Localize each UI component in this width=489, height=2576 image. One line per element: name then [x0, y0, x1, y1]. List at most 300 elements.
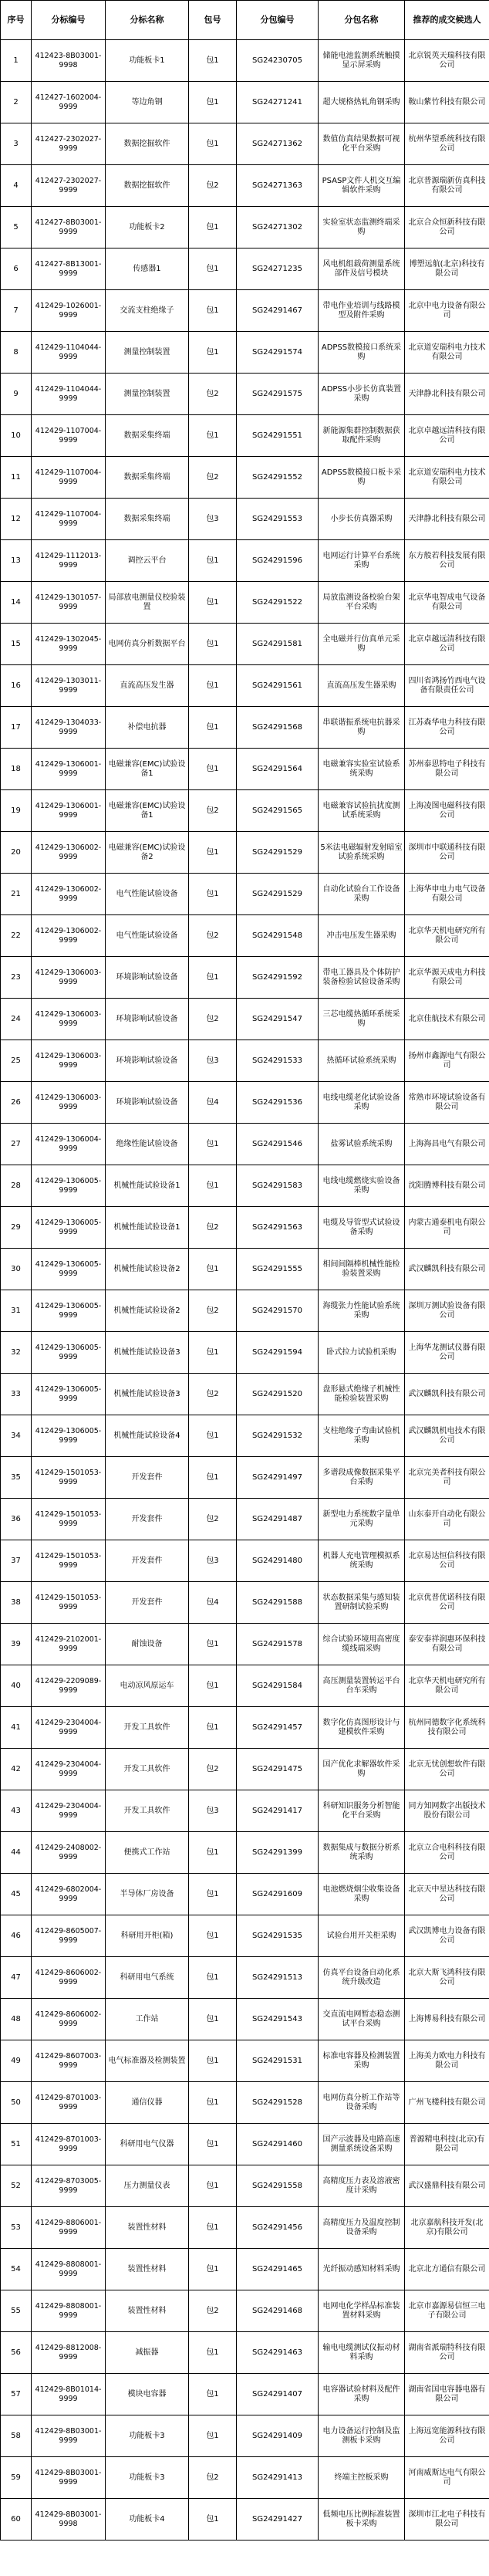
cell-candidate: 扬州市鑫源电气有限公司: [405, 1040, 489, 1082]
cell-no: 30: [1, 1249, 32, 1290]
table-row: [1, 790, 489, 832]
table-row: [1, 1874, 489, 1915]
cell-no: 27: [1, 1124, 32, 1165]
cell-lot-code: 412429-8B03001-9999: [32, 2457, 106, 2499]
cell-candidate: 山东泰开自动化有限公司: [405, 1499, 489, 1540]
cell-package-name: 数字化仿真图形设计与建模软件采购: [319, 1707, 405, 1749]
cell-candidate: 沈阳腾博科技有限公司: [405, 1165, 489, 1207]
table-row: [1, 290, 489, 332]
cell-lot-code: 412423-8B03001-9998: [32, 40, 106, 82]
table-row: [1, 540, 489, 582]
cell-candidate: 北京易达恒信科技有限公司: [405, 1540, 489, 1582]
cell-package-name: 电线电缆老化试验设备采购: [319, 1082, 405, 1124]
cell-package: 包1: [189, 415, 237, 457]
cell-package: 包1: [189, 2374, 237, 2415]
table-row: [1, 2207, 489, 2249]
cell-lot-code: 412429-8B01014-9999: [32, 2374, 106, 2415]
cell-candidate: 北京锐英天瑞科技有限公司: [405, 40, 489, 82]
cell-lot-name: 压力测量仪表: [106, 2165, 189, 2207]
table-row: [1, 1624, 489, 1665]
cell-candidate: 常熟市环境试验设备有限公司: [405, 1082, 489, 1124]
cell-package-name: 5米法电磁辐射发射暗室试验系统采购: [319, 832, 405, 874]
cell-package-code: SG24291584: [237, 1665, 319, 1707]
table-row: [1, 1374, 489, 1415]
cell-candidate: 北京普源瑞新仿真科技有限公司: [405, 165, 489, 207]
header-cell-no: 序号: [1, 1, 32, 40]
cell-no: 14: [1, 582, 32, 624]
cell-package-code: SG24291468: [237, 2290, 319, 2332]
cell-candidate: 苏州泰思特电子科技有限公司: [405, 749, 489, 790]
cell-package-code: SG24291463: [237, 2332, 319, 2374]
cell-lot-code: 412429-8806001-9999: [32, 2207, 106, 2249]
cell-no: 18: [1, 749, 32, 790]
cell-no: 51: [1, 2124, 32, 2165]
cell-package-code: SG24291460: [237, 2124, 319, 2165]
cell-no: 49: [1, 2040, 32, 2082]
cell-package-code: SG24291551: [237, 415, 319, 457]
cell-package-code: SG24291592: [237, 957, 319, 999]
cell-package: 包1: [189, 582, 237, 624]
cell-package: 包2: [189, 374, 237, 415]
cell-package-name: 电网电化学样品标准装置材料采购: [319, 2290, 405, 2332]
cell-candidate: 武汉麟凯科技有限公司: [405, 1249, 489, 1290]
cell-package-name: 电力设备运行控制及监测板卡采购: [319, 2415, 405, 2457]
cell-lot-name: 耐蚀设备: [106, 1624, 189, 1665]
cell-lot-code: 412429-1104044-9999: [32, 374, 106, 415]
cell-candidate: 上海美力欧电力科技有限公司: [405, 2040, 489, 2082]
cell-lot-name: 机械性能试验设备3: [106, 1374, 189, 1415]
cell-package-name: 盘形悬式绝缘子机械性能检验装置采购: [319, 1374, 405, 1415]
cell-candidate: 北京道安瑞科电力技术有限公司: [405, 457, 489, 499]
cell-lot-name: 功能板卡2: [106, 207, 189, 248]
cell-lot-code: 412429-1306005-9999: [32, 1249, 106, 1290]
cell-lot-code: 412429-2102001-9999: [32, 1624, 106, 1665]
cell-package-code: SG24291564: [237, 749, 319, 790]
cell-no: 17: [1, 707, 32, 749]
cell-package-code: SG24291533: [237, 1040, 319, 1082]
table-row: [1, 1915, 489, 1957]
cell-lot-name: 机械性能试验设备1: [106, 1165, 189, 1207]
cell-package: 包1: [189, 1332, 237, 1374]
table-row: [1, 1957, 489, 1999]
table-row: [1, 2082, 489, 2124]
cell-package: 包1: [189, 82, 237, 123]
cell-package-code: SG24291583: [237, 1165, 319, 1207]
table-row: [1, 1707, 489, 1749]
cell-lot-name: 测量控制装置: [106, 374, 189, 415]
cell-no: 37: [1, 1540, 32, 1582]
cell-lot-code: 412427-2302027-9999: [32, 123, 106, 165]
cell-lot-code: 412429-1501053-9999: [32, 1457, 106, 1499]
cell-no: 45: [1, 1874, 32, 1915]
cell-lot-code: 412429-1501053-9999: [32, 1540, 106, 1582]
cell-no: 43: [1, 1790, 32, 1832]
cell-no: 23: [1, 957, 32, 999]
cell-lot-name: 环境影响试验设备: [106, 999, 189, 1040]
cell-package-code: SG24291609: [237, 1874, 319, 1915]
cell-lot-code: 412429-1306001-9999: [32, 749, 106, 790]
cell-candidate: 北京佳航技术有限公司: [405, 999, 489, 1040]
cell-lot-name: 功能板卡3: [106, 2457, 189, 2499]
cell-package: 包2: [189, 1374, 237, 1415]
cell-candidate: 北京立合电科科技有限公司: [405, 1832, 489, 1874]
cell-lot-name: 机械性能试验设备4: [106, 1415, 189, 1457]
cell-lot-name: 机械性能试验设备2: [106, 1290, 189, 1332]
cell-lot-code: 412429-1306003-9999: [32, 957, 106, 999]
cell-no: 34: [1, 1415, 32, 1457]
cell-lot-name: 开发套件: [106, 1499, 189, 1540]
cell-no: 60: [1, 2499, 32, 2541]
cell-lot-code: 412429-1304033-9999: [32, 707, 106, 749]
cell-lot-name: 开发套件: [106, 1540, 189, 1582]
cell-lot-name: 直流高压发生器: [106, 665, 189, 707]
cell-package-name: 状态数据采集与感知装置研制试验采购: [319, 1582, 405, 1624]
cell-package: 包4: [189, 1582, 237, 1624]
table-row: [1, 915, 489, 957]
cell-no: 8: [1, 332, 32, 374]
table-row: [1, 1207, 489, 1249]
cell-no: 28: [1, 1165, 32, 1207]
cell-no: 26: [1, 1082, 32, 1124]
cell-no: 44: [1, 1832, 32, 1874]
cell-package: 包1: [189, 1165, 237, 1207]
cell-lot-name: 电气标准器及检测装置: [106, 2040, 189, 2082]
cell-package-code: SG24291561: [237, 665, 319, 707]
cell-no: 48: [1, 1999, 32, 2040]
cell-package-code: SG24291427: [237, 2499, 319, 2541]
cell-package: 包2: [189, 1499, 237, 1540]
cell-package-code: SG24291457: [237, 1707, 319, 1749]
cell-no: 24: [1, 999, 32, 1040]
cell-package-name: 标准电容器及检测装置采购: [319, 2040, 405, 2082]
cell-package-code: SG24291520: [237, 1374, 319, 1415]
cell-package-name: PSASP文件人机交互编辑软件采购: [319, 165, 405, 207]
cell-lot-name: 数据挖掘软件: [106, 123, 189, 165]
table-row: [1, 2165, 489, 2207]
cell-package: 包1: [189, 1249, 237, 1290]
cell-candidate: 北京嘉航科技开发(北京)有限公司: [405, 2207, 489, 2249]
cell-lot-code: 412429-8701003-9999: [32, 2082, 106, 2124]
cell-package-code: SG24271235: [237, 248, 319, 290]
cell-package: 包2: [189, 1207, 237, 1249]
cell-package: 包2: [189, 1749, 237, 1790]
cell-package-name: 自动化试验台工作设备采购: [319, 874, 405, 915]
cell-package: 包1: [189, 2499, 237, 2541]
cell-candidate: 广州飞楼科技有限公司: [405, 2082, 489, 2124]
cell-package-name: 新能源集群控制数据获取配件采购: [319, 415, 405, 457]
cell-package: 包1: [189, 2082, 237, 2124]
cell-lot-code: 412429-8808001-9999: [32, 2249, 106, 2290]
cell-package: 包1: [189, 874, 237, 915]
cell-candidate: 天津静北科技有限公司: [405, 499, 489, 540]
cell-no: 9: [1, 374, 32, 415]
cell-candidate: 北京市嘉源易信恒三电子有限公司: [405, 2290, 489, 2332]
cell-lot-name: 电磁兼容(EMC)试验设备2: [106, 832, 189, 874]
cell-lot-code: 412429-8812008-9999: [32, 2332, 106, 2374]
cell-lot-name: 功能板卡4: [106, 2499, 189, 2541]
cell-candidate: 武汉麟凯科技有限公司: [405, 1374, 489, 1415]
cell-package-name: 卧式拉力试验机采购: [319, 1332, 405, 1374]
cell-lot-code: 412429-1303011-9999: [32, 665, 106, 707]
cell-no: 3: [1, 123, 32, 165]
cell-package: 包1: [189, 1999, 237, 2040]
cell-lot-code: 412427-1602004-9999: [32, 82, 106, 123]
cell-package-code: SG24291465: [237, 2249, 319, 2290]
cell-package-name: ADPSS小步长仿真装置采购: [319, 374, 405, 415]
cell-lot-name: 局部放电测量仪校验装置: [106, 582, 189, 624]
cell-package: 包1: [189, 40, 237, 82]
table-row: [1, 1290, 489, 1332]
cell-lot-name: 开发工具软件: [106, 1707, 189, 1749]
table-row: [1, 1415, 489, 1457]
cell-candidate: 东方般若科技发展有限公司: [405, 540, 489, 582]
cell-no: 32: [1, 1332, 32, 1374]
cell-candidate: 湖南省国电容器电器有限公司: [405, 2374, 489, 2415]
cell-lot-code: 412429-1112013-9999: [32, 540, 106, 582]
cell-candidate: 北京合众恒新科技有限公司: [405, 207, 489, 248]
cell-package-name: 储能电池监测系统触摸显示屏采购: [319, 40, 405, 82]
cell-lot-name: 调控云平台: [106, 540, 189, 582]
cell-no: 29: [1, 1207, 32, 1249]
cell-lot-name: 数据采集终端: [106, 457, 189, 499]
cell-package: 包1: [189, 1874, 237, 1915]
cell-lot-code: 412429-1026001-9999: [32, 290, 106, 332]
cell-lot-name: 交流支柱绝缘子: [106, 290, 189, 332]
cell-package: 包1: [189, 1707, 237, 1749]
cell-package: 包3: [189, 1040, 237, 1082]
cell-package: 包4: [189, 1082, 237, 1124]
cell-package: 包1: [189, 832, 237, 874]
cell-package-name: 数据集成与数据分析系统采购: [319, 1832, 405, 1874]
cell-lot-name: 便携式工作站: [106, 1832, 189, 1874]
cell-candidate: 杭州华望系统科技有限公司: [405, 123, 489, 165]
cell-no: 19: [1, 790, 32, 832]
cell-package-code: SG24230705: [237, 40, 319, 82]
cell-lot-name: 装置性材料: [106, 2207, 189, 2249]
cell-package: 包3: [189, 1790, 237, 1832]
table-row: [1, 2040, 489, 2082]
cell-lot-code: 412429-1104044-9999: [32, 332, 106, 374]
cell-lot-name: 功能板卡3: [106, 2415, 189, 2457]
cell-package-name: ADPSS数模接口板卡采购: [319, 457, 405, 499]
cell-package-name: 带电工器具及个体防护装备检验试验设备采购: [319, 957, 405, 999]
cell-package-name: 电缆及导管型式试验设备采购: [319, 1207, 405, 1249]
cell-package-name: 电容器试验材料及配件采购: [319, 2374, 405, 2415]
cell-package-name: 支柱绝缘子弯曲试验机采购: [319, 1415, 405, 1457]
cell-package-code: SG24291568: [237, 707, 319, 749]
cell-package-code: SG24291467: [237, 290, 319, 332]
table-row: [1, 248, 489, 290]
cell-lot-name: 机械性能试验设备3: [106, 1332, 189, 1374]
cell-package-code: SG24291563: [237, 1207, 319, 1249]
table-row: [1, 165, 489, 207]
table-row: [1, 1082, 489, 1124]
cell-no: 40: [1, 1665, 32, 1707]
cell-package-name: 小步长仿真器采购: [319, 499, 405, 540]
cell-package-name: 机器人充电管理模拟系统采购: [319, 1540, 405, 1582]
cell-package: 包2: [189, 1290, 237, 1332]
cell-package-code: SG24291570: [237, 1290, 319, 1332]
cell-lot-name: 开发工具软件: [106, 1749, 189, 1790]
cell-candidate: 武汉凯博电力设备有限公司: [405, 1915, 489, 1957]
table-row: [1, 2457, 489, 2499]
cell-package-name: 国产优化求解器软件采购: [319, 1749, 405, 1790]
cell-lot-code: 412429-1306004-9999: [32, 1124, 106, 1165]
cell-package-name: 电磁兼容试验抗扰度测试系统采购: [319, 790, 405, 832]
cell-package-name: 实验室状态监测终端采购: [319, 207, 405, 248]
cell-lot-code: 412429-1306005-9999: [32, 1165, 106, 1207]
cell-no: 31: [1, 1290, 32, 1332]
cell-lot-name: 半导体厂房设备: [106, 1874, 189, 1915]
cell-package-name: 新型电力系统数字量单元采购: [319, 1499, 405, 1540]
cell-package-code: SG24291553: [237, 499, 319, 540]
cell-lot-code: 412429-8606002-9999: [32, 1957, 106, 1999]
cell-lot-name: 电动凉风原运车: [106, 1665, 189, 1707]
table-header-row: [1, 1, 489, 40]
cell-package-name: 国产示波器及电路高速测量系统设备采购: [319, 2124, 405, 2165]
cell-package: 包1: [189, 248, 237, 290]
cell-package: 包1: [189, 1915, 237, 1957]
cell-lot-code: 412429-2304004-9999: [32, 1749, 106, 1790]
table-row: [1, 40, 489, 82]
header-cell-lot-name: 分标名称: [106, 1, 189, 40]
table-row: [1, 1332, 489, 1374]
cell-candidate: 深圳万测试验设备有限公司: [405, 1290, 489, 1332]
cell-candidate: 北京卓越远清科技有限公司: [405, 415, 489, 457]
cell-no: 39: [1, 1624, 32, 1665]
cell-package-code: SG24271302: [237, 207, 319, 248]
table-row: [1, 1540, 489, 1582]
cell-no: 54: [1, 2249, 32, 2290]
cell-candidate: 普源精电科技(北京)有限公司: [405, 2124, 489, 2165]
table-row: [1, 582, 489, 624]
cell-package-name: 低频电压比例标准装置板卡采购: [319, 2499, 405, 2541]
cell-package: 包1: [189, 2332, 237, 2374]
cell-lot-code: 412429-1306002-9999: [32, 874, 106, 915]
cell-lot-name: 装置性材料: [106, 2290, 189, 2332]
cell-package: 包1: [189, 749, 237, 790]
cell-lot-name: 电磁兼容(EMC)试验设备1: [106, 749, 189, 790]
cell-package-code: SG24291528: [237, 2082, 319, 2124]
cell-lot-name: 电磁兼容(EMC)试验设备1: [106, 790, 189, 832]
table-row: [1, 707, 489, 749]
cell-package-name: 综合试验环境用高密度缆线端采购: [319, 1624, 405, 1665]
cell-lot-name: 传感器1: [106, 248, 189, 290]
cell-lot-name: 科研用电气仪器: [106, 2124, 189, 2165]
table-row: [1, 874, 489, 915]
cell-lot-code: 412429-2408002-9999: [32, 1832, 106, 1874]
cell-package-name: 交直流电网暂态稳态测试平台采购: [319, 1999, 405, 2040]
cell-candidate: 深圳市中联通科技有限公司: [405, 832, 489, 874]
cell-package: 包1: [189, 707, 237, 749]
cell-package-name: 高压测量装置转运平台台车采购: [319, 1665, 405, 1707]
cell-package-code: SG24291513: [237, 1957, 319, 1999]
cell-candidate: 天津静北科技有限公司: [405, 374, 489, 415]
cell-lot-name: 环境影响试验设备: [106, 957, 189, 999]
cell-lot-code: 412429-8607003-9999: [32, 2040, 106, 2082]
cell-candidate: 北京华天机电研究所有限公司: [405, 1665, 489, 1707]
cell-package: 包1: [189, 123, 237, 165]
table-row: [1, 2332, 489, 2374]
cell-no: 47: [1, 1957, 32, 1999]
table-row: [1, 457, 489, 499]
cell-package-name: 终端主控板采购: [319, 2457, 405, 2499]
cell-lot-code: 412429-1306003-9999: [32, 1082, 106, 1124]
cell-candidate: 博塑远航(北京)科技有限公司: [405, 248, 489, 290]
cell-lot-code: 412429-1501053-9999: [32, 1499, 106, 1540]
cell-lot-name: 电气性能试验设备: [106, 874, 189, 915]
cell-lot-name: 数据采集终端: [106, 415, 189, 457]
cell-lot-name: 电网仿真分析数据平台: [106, 624, 189, 665]
table-row: [1, 624, 489, 665]
cell-candidate: 北京卓越远清科技有限公司: [405, 624, 489, 665]
cell-package: 包1: [189, 290, 237, 332]
cell-package: 包2: [189, 2457, 237, 2499]
cell-package-code: SG24291407: [237, 2374, 319, 2415]
cell-candidate: 北京华天机电研究所有限公司: [405, 915, 489, 957]
cell-package-name: 电磁兼容实验室试验系统采购: [319, 749, 405, 790]
cell-package: 包1: [189, 2207, 237, 2249]
cell-lot-name: 机械性能试验设备2: [106, 1249, 189, 1290]
cell-lot-code: 412429-1306001-9999: [32, 790, 106, 832]
cell-no: 38: [1, 1582, 32, 1624]
cell-candidate: 江苏森华电力科技有限公司: [405, 707, 489, 749]
cell-lot-name: 绝缘性能试验设备: [106, 1124, 189, 1165]
cell-package-code: SG24291487: [237, 1499, 319, 1540]
cell-package: 包1: [189, 2249, 237, 2290]
cell-lot-code: 412429-1301057-9999: [32, 582, 106, 624]
table-row: [1, 82, 489, 123]
cell-no: 2: [1, 82, 32, 123]
cell-candidate: 北京完美者科技有限公司: [405, 1457, 489, 1499]
header-cell-package-code: 分包编号: [237, 1, 319, 40]
cell-package-code: SG24291547: [237, 999, 319, 1040]
cell-package-name: 全电磁并行仿真单元采购: [319, 624, 405, 665]
cell-package: 包2: [189, 999, 237, 1040]
cell-package-code: SG24291578: [237, 1624, 319, 1665]
cell-candidate: 北京北方通信有限公司: [405, 2249, 489, 2290]
cell-no: 41: [1, 1707, 32, 1749]
cell-candidate: 北京道安瑞科电力技术有限公司: [405, 332, 489, 374]
cell-package-name: 电网仿真分析工作站等设备采购: [319, 2082, 405, 2124]
cell-candidate: 武汉盛鼎科技有限公司: [405, 2165, 489, 2207]
header-cell-package: 包号: [189, 1, 237, 40]
table-row: [1, 207, 489, 248]
cell-no: 58: [1, 2415, 32, 2457]
cell-package-name: 局放监测设备校验台架平台采购: [319, 582, 405, 624]
table-row: [1, 499, 489, 540]
cell-candidate: 北京天中星达科技有限公司: [405, 1874, 489, 1915]
cell-lot-code: 412429-8808001-9999: [32, 2290, 106, 2332]
header-cell-candidate: 推荐的成交候选人: [405, 1, 489, 40]
header-cell-lot-code: 分标编号: [32, 1, 106, 40]
cell-candidate: 内蒙古通泰机电有限公司: [405, 1207, 489, 1249]
cell-package-name: 风电机组载荷测量系统部件及信号模块: [319, 248, 405, 290]
cell-no: 15: [1, 624, 32, 665]
cell-package-code: SG24291531: [237, 2040, 319, 2082]
cell-package-code: SG24291546: [237, 1124, 319, 1165]
header-cell-package-name: 分包名称: [319, 1, 405, 40]
cell-lot-name: 环境影响试验设备: [106, 1082, 189, 1124]
table-row: [1, 1457, 489, 1499]
cell-lot-name: 开发套件: [106, 1457, 189, 1499]
cell-package: 包1: [189, 1957, 237, 1999]
table-row: [1, 1249, 489, 1290]
cell-package: 包1: [189, 624, 237, 665]
cell-lot-name: 开发工具软件: [106, 1790, 189, 1832]
cell-no: 57: [1, 2374, 32, 2415]
cell-package: 包1: [189, 2415, 237, 2457]
